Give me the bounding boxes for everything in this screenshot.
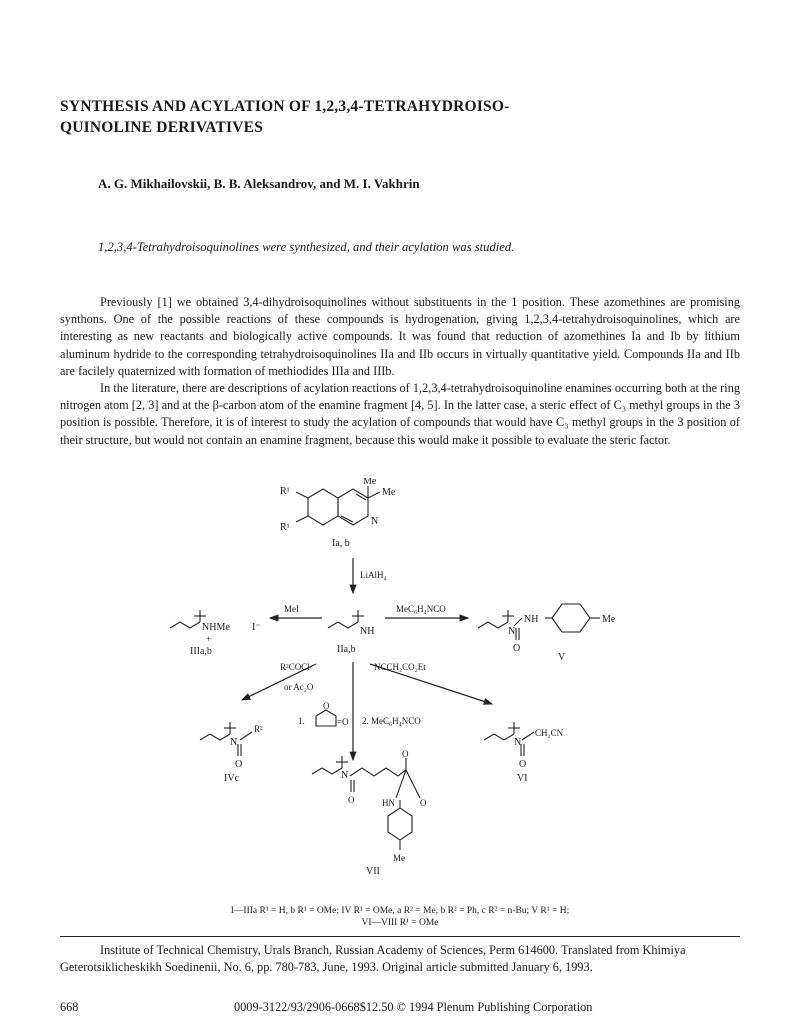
- V-n: N: [508, 626, 516, 637]
- compound-IV-structure: [200, 722, 252, 756]
- reagent-lialh4: LiAlH₄: [360, 570, 387, 580]
- VI-o: O: [519, 759, 527, 770]
- abstract: 1,2,3,4-Tetrahydroisoquinolines were synthesized, and their acylation was studied.: [98, 240, 515, 254]
- reaction-scheme: [160, 478, 640, 898]
- V-me: Me: [602, 614, 616, 625]
- I-n-label: N: [371, 516, 379, 527]
- label-I: Ia, b: [332, 538, 350, 549]
- compound-III-structure: [170, 610, 206, 628]
- paragraph-1: Previously [1] we obtained 3,4-dihydroisoquinolines without substituents in the 1 position. These azomethines are promising synthons. One of the possible reactions of these compounds is hydrogenation, giving 1,2,3,4-tetrahydroisoquinolines, which are interesting as new reactants and biologically active compounds. It was found that reduction of azomethines Ia and Ib by lithium aluminum hydride to the corresponding tetrahydroisoquinolines IIa and IIb occurs in virtually quantitative yield. Compounds IIa and IIb are facilely quaternized with formation of methiodides IIIa and IIIb.: [60, 295, 740, 378]
- caption-line-1: I—IIIa R¹ = H, b R¹ = OMe; IV R¹ = OMe, a R² = Me, b R² = Ph, c R² = n-Bu; V R¹ = H;: [230, 906, 570, 916]
- step-1: 1.: [298, 716, 305, 726]
- VII-me: Me: [393, 853, 405, 863]
- compound-VII-structure: [312, 756, 420, 850]
- IV-n: N: [230, 737, 238, 748]
- footnote-divider: [60, 936, 740, 937]
- I-me-top: Me: [363, 478, 377, 487]
- VI-n: N: [514, 737, 522, 748]
- VII-o-c: O: [420, 798, 427, 808]
- IV-o: O: [235, 759, 243, 770]
- article-title: [60, 96, 700, 138]
- VII-o-b: O: [348, 795, 355, 805]
- compound-II-structure: [328, 610, 364, 628]
- title-line-2: QUINOLINE DERIVATIVES: [60, 119, 264, 136]
- VII-o-a: O: [402, 749, 409, 759]
- I-me-side: Me: [382, 487, 396, 498]
- V-nh: NH: [524, 614, 539, 625]
- VI-ch2cn: CH₂CN: [535, 728, 564, 738]
- authors: A. G. Mikhailovskii, B. B. Aleksandrov, and M. I. Vakhrin: [98, 176, 420, 191]
- label-III: IIIa,b: [190, 646, 212, 657]
- III-nhme: NHMe: [202, 622, 230, 633]
- reagent-ncch2co2et: NCCH₂CO₂Et: [374, 662, 426, 672]
- caption-line-2: VI—VIII R¹ = OMe: [361, 918, 439, 928]
- compound-V-structure: [478, 604, 600, 640]
- succinic-anhydride: [316, 710, 336, 726]
- V-o: O: [513, 643, 521, 654]
- IV-r2: R²: [254, 724, 263, 734]
- label-IV: IVc: [224, 773, 239, 784]
- compound-VI-structure: [484, 722, 534, 756]
- scheme-caption: [60, 905, 740, 929]
- I-r1-bottom: R¹: [280, 522, 290, 533]
- copyright-line: 0009-3122/93/2906-0668$12.50 © 1994 Plenum Publishing Corporation: [234, 1000, 593, 1014]
- anhydride-eqo: =O: [337, 717, 349, 727]
- step-2: 2. MeC₆H₄NCO: [362, 716, 421, 726]
- VII-n: N: [341, 770, 349, 781]
- label-VII: VII: [366, 866, 380, 877]
- I-r1-top: R¹: [280, 486, 290, 497]
- anhydride-o: O: [323, 701, 330, 711]
- reagent-mei: MeI: [284, 604, 299, 614]
- label-II: IIa,b: [337, 644, 356, 655]
- III-iodide: I⁻: [252, 622, 261, 633]
- article-body: [60, 294, 740, 449]
- paragraph-2: In the literature, there are descriptions of acylation reactions of 1,2,3,4-tetrahydroisoquinoline enamines occurring both at the ring nitrogen atom [2, 3] and at the β-carbon atom of the enamine fragment [4, 5]. In the latter case, a steric effect of C₃ methyl groups in the 3 position is possible. Therefore, it is of interest to study the acylation of compounds that would have C₃ methyl groups in the 3 position of their structure, but would not contain an enamine fragment, because this would make it possible to evaluate the steric factor.: [60, 381, 740, 447]
- reagent-r2cocl: R²COCl: [280, 662, 310, 672]
- title-line-1: SYNTHESIS AND ACYLATION OF 1,2,3,4-TETRAHYDROISO-: [60, 98, 510, 115]
- VII-hn: HN: [382, 798, 395, 808]
- label-VI: VI: [517, 773, 528, 784]
- compound-I-structure: [296, 486, 380, 525]
- footnote: Institute of Technical Chemistry, Urals Branch, Russian Academy of Sciences, Perm 614600. Translated from Khimiya Geterotsiklicheskikh Soedinenii, No. 6, pp. 780-783, June, 1993. Original article submitted January 6, 1993.: [60, 943, 686, 974]
- II-nh: NH: [360, 626, 375, 637]
- page-number: 668: [60, 1000, 79, 1014]
- reagent-isocyanate: MeC₆H₄NCO: [396, 604, 446, 614]
- reagent-or-ac2o: or Ac₂O: [284, 682, 314, 692]
- label-V: V: [558, 652, 566, 663]
- III-plus: +: [206, 634, 212, 644]
